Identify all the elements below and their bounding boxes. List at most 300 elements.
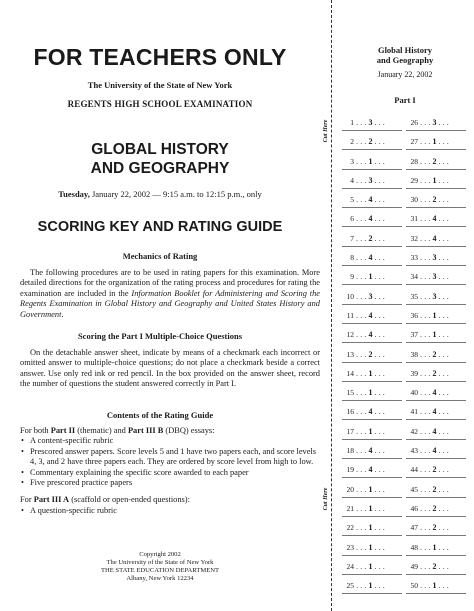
leader-dots: . . . <box>436 484 449 494</box>
answer-row <box>406 388 466 407</box>
subject-title <box>0 140 320 178</box>
bullet-icon: • <box>21 446 24 456</box>
answer-rule-line <box>406 149 466 150</box>
leader-dots: . . . <box>372 503 385 513</box>
correct-answer: 1 <box>368 368 373 378</box>
answer-row <box>342 214 402 233</box>
answer-row <box>406 214 466 233</box>
answer-rule-line <box>342 555 402 556</box>
answer-rule-line <box>342 516 402 517</box>
answer-row <box>342 137 402 156</box>
answer-rule-line <box>406 400 466 401</box>
question-number: 12 <box>346 330 354 340</box>
leader-dots: . . . <box>372 233 385 243</box>
answer-row <box>406 292 466 311</box>
answer-row <box>342 465 402 484</box>
question-number: 11 <box>346 310 354 320</box>
correct-answer: 4 <box>368 407 373 417</box>
correct-answer: 1 <box>368 503 373 513</box>
question-number: 42 <box>410 426 418 436</box>
leader-dots: . . . <box>418 118 433 127</box>
correct-answer: 2 <box>368 137 373 147</box>
answer-row <box>342 311 402 330</box>
leader-dots: . . . <box>418 349 433 359</box>
mechanics-heading: Mechanics of Rating <box>122 251 198 261</box>
correct-answer: 2 <box>432 349 437 359</box>
answer-rule-line <box>342 477 402 478</box>
question-number: 33 <box>410 253 418 263</box>
leader-dots: . . . <box>436 291 449 301</box>
question-number: 28 <box>410 156 418 166</box>
contents-items <box>20 436 320 488</box>
list-item <box>21 467 320 478</box>
answer-row <box>406 504 466 523</box>
answer-row <box>342 581 402 600</box>
leader-dots: . . . <box>436 368 449 378</box>
leader-dots: . . . <box>354 175 369 185</box>
leader-dots: . . . <box>354 465 369 475</box>
list-item <box>21 446 320 468</box>
answer-rule-line <box>406 284 466 285</box>
leader-dots: . . . <box>436 503 449 513</box>
answer-row <box>342 562 402 581</box>
answer-row <box>342 157 402 176</box>
answer-row <box>406 176 466 195</box>
leader-dots: . . . <box>436 349 449 359</box>
leader-dots: . . . <box>372 195 385 205</box>
bullet-icon: • <box>21 478 24 488</box>
leader-dots: . . . <box>436 465 449 475</box>
question-number: 22 <box>346 523 354 533</box>
question-number: 13 <box>346 349 354 359</box>
leader-dots: . . . <box>418 253 433 263</box>
contents-list <box>20 426 320 516</box>
leader-dots: . . . <box>354 368 369 378</box>
answer-row <box>342 253 402 272</box>
question-number: 38 <box>410 349 418 359</box>
leader-dots: . . . <box>418 407 433 417</box>
answer-row <box>342 292 402 311</box>
subject-line-2: AND GEOGRAPHY <box>90 160 230 177</box>
correct-answer: 1 <box>432 175 437 185</box>
answer-rule-line <box>406 439 466 440</box>
answer-row <box>406 581 466 600</box>
leader-dots: . . . <box>418 484 433 494</box>
answer-rule-line <box>406 497 466 498</box>
correct-answer: 1 <box>368 156 373 166</box>
leader-dots: . . . <box>436 581 449 591</box>
question-number: 46 <box>410 503 418 513</box>
correct-answer: 1 <box>432 581 437 591</box>
for-teachers-title: FOR TEACHERS ONLY <box>33 44 287 70</box>
leader-dots: . . . <box>354 388 369 398</box>
leader-dots: . . . <box>354 542 369 552</box>
correct-answer: 3 <box>368 118 373 127</box>
copyright-block <box>0 551 320 583</box>
leader-dots: . . . <box>354 233 369 243</box>
leader-dots: . . . <box>418 523 433 533</box>
leader-dots: . . . <box>372 368 385 378</box>
correct-answer: 4 <box>432 446 437 456</box>
answer-rule-line <box>406 304 466 305</box>
list-item <box>21 505 320 516</box>
leader-dots: . . . <box>372 426 385 436</box>
question-number: 34 <box>410 272 418 282</box>
leader-dots: . . . <box>418 446 433 456</box>
guide-title: SCORING KEY AND RATING GUIDE <box>37 219 283 235</box>
leader-dots: . . . <box>436 407 449 417</box>
answer-rule-line <box>406 574 466 575</box>
question-number: 24 <box>346 561 354 571</box>
correct-answer: 1 <box>368 426 373 436</box>
bullet-icon: • <box>21 467 24 477</box>
leader-dots: . . . <box>372 330 385 340</box>
leader-dots: . . . <box>354 349 369 359</box>
question-number: 23 <box>346 542 354 552</box>
part1-scoring-paragraph: On the detachable answer sheet, indicate by means of a checkmark each incorrect or omitted answer to multiple-choice questions; do not place a checkmark beside a correct answer. Use only red ink or red pencil. In the box provided on the answer sheet, record the number of questions the student answered correctly in Part I. <box>20 348 320 389</box>
correct-answer: 4 <box>432 233 437 243</box>
question-number: 37 <box>410 330 418 340</box>
correct-answer: 2 <box>432 195 437 205</box>
mechanics-booklet-title: Information Booklet for Administering and Scoring the Regents Examination in Global History and Geography and United States History and Government <box>20 288 320 319</box>
cut-here-label-top: Cut Here <box>323 119 329 143</box>
answer-rule-line <box>342 226 402 227</box>
answer-row <box>342 234 402 253</box>
question-number: 17 <box>346 426 354 436</box>
correct-answer: 4 <box>368 310 373 320</box>
question-number: 2 <box>350 137 354 147</box>
leader-dots: . . . <box>354 523 369 533</box>
answer-row <box>342 350 402 369</box>
correct-answer: 3 <box>368 175 373 185</box>
answer-rule-line <box>406 362 466 363</box>
answer-rule-line <box>406 381 466 382</box>
list-item-text: A content-specific rubric <box>30 436 114 446</box>
leader-dots: . . . <box>354 484 369 494</box>
answer-rule-line <box>342 284 402 285</box>
answer-row <box>406 523 466 542</box>
answer-rule-line <box>406 593 466 594</box>
question-number: 25 <box>346 581 354 591</box>
leader-dots: . . . <box>436 561 449 571</box>
correct-answer: 1 <box>368 388 373 398</box>
leader-dots: . . . <box>372 465 385 475</box>
leader-dots: . . . <box>372 156 385 166</box>
leader-dots: . . . <box>418 330 433 340</box>
bullet-icon: • <box>21 436 24 446</box>
part3a-label: Part III A <box>33 495 70 505</box>
answer-row <box>406 485 466 504</box>
answer-row <box>406 137 466 156</box>
list-item-text: Commentary explaining the specific score awarded to each paper <box>30 467 249 477</box>
leader-dots: . . . <box>354 407 369 417</box>
question-number: 27 <box>410 137 418 147</box>
mechanics-paragraph <box>20 268 320 320</box>
leader-dots: . . . <box>418 310 433 320</box>
correct-answer: 3 <box>432 291 437 301</box>
answer-row <box>406 330 466 349</box>
answer-rule-line <box>342 323 402 324</box>
question-number: 45 <box>410 484 418 494</box>
exam-name: REGENTS HIGH SCHOOL EXAMINATION <box>67 99 253 109</box>
answer-row <box>406 427 466 446</box>
leader-dots: . . . <box>372 253 385 263</box>
exam-date <box>0 189 320 199</box>
answer-key-strip <box>336 0 474 611</box>
answer-row <box>342 427 402 446</box>
leader-dots: . . . <box>354 503 369 513</box>
leader-dots: . . . <box>436 542 449 552</box>
answer-rule-line <box>342 169 402 170</box>
answer-rule-line <box>342 130 402 131</box>
bullet-icon: • <box>21 505 24 515</box>
leader-dots: . . . <box>436 272 449 282</box>
answer-row <box>406 118 466 137</box>
answer-rule-line <box>406 477 466 478</box>
correct-answer: 1 <box>432 542 437 552</box>
leader-dots: . . . <box>418 137 433 147</box>
leader-dots: . . . <box>354 446 369 456</box>
copyright-line: The University of the State of New York <box>106 558 214 566</box>
leader-dots: . . . <box>418 581 433 591</box>
side-title-line-2: and Geography <box>376 55 434 65</box>
answer-row <box>406 272 466 291</box>
answer-row <box>406 446 466 465</box>
leader-dots: . . . <box>418 214 433 224</box>
contents-intro <box>20 426 320 436</box>
answer-rule-line <box>406 188 466 189</box>
correct-answer: 4 <box>432 214 437 224</box>
leader-dots: . . . <box>372 388 385 398</box>
leader-dots: . . . <box>372 272 385 282</box>
question-number: 40 <box>410 388 418 398</box>
part3a-intro-a: For <box>20 495 34 505</box>
answer-column-right <box>406 118 466 600</box>
contents-part3a-intro <box>20 495 320 505</box>
answer-rule-line <box>406 246 466 247</box>
answer-rule-line <box>406 555 466 556</box>
correct-answer: 4 <box>432 407 437 417</box>
mechanics-text-end: . <box>61 309 64 319</box>
leader-dots: . . . <box>418 542 433 552</box>
leader-dots: . . . <box>436 253 449 263</box>
answer-rule-line <box>406 419 466 420</box>
correct-answer: 3 <box>432 253 437 263</box>
answer-row <box>406 157 466 176</box>
copyright-line: Albany, New York 12234 <box>126 574 194 582</box>
leader-dots: . . . <box>418 503 433 513</box>
leader-dots: . . . <box>436 523 449 533</box>
part3a-intro-b: (scaffold or open-ended questions): <box>69 495 190 505</box>
part1-scoring-heading: Scoring the Part I Multiple-Choice Questions <box>77 331 243 341</box>
leader-dots: . . . <box>372 291 385 301</box>
leader-dots: . . . <box>436 137 449 147</box>
leader-dots: . . . <box>418 195 433 205</box>
leader-dots: . . . <box>436 426 449 436</box>
correct-answer: 4 <box>368 465 373 475</box>
answer-row <box>406 195 466 214</box>
list-item-text: Prescored answer papers. Score levels 5 and 1 have two papers each, and score levels 4, 3, and 2 have three papers each. They are ordered by score level from high to low. <box>30 446 317 467</box>
exam-date-rest: January 22, 2002 — 9:15 a.m. to 12:15 p.m., only <box>89 189 262 199</box>
correct-answer: 4 <box>368 195 373 205</box>
contents-intro-b: (thematic) and <box>75 426 128 435</box>
question-number: 47 <box>410 523 418 533</box>
mechanics-text: The following procedures are to be used in rating papers for this examination. More detailed directions for the organization of the rating process and procedures for rating the examination are included in the <box>20 268 320 298</box>
answer-row <box>406 543 466 562</box>
question-number: 10 <box>346 291 354 301</box>
answer-rule-line <box>342 400 402 401</box>
question-number: 3 <box>350 156 354 166</box>
answer-rule-line <box>406 265 466 266</box>
leader-dots: . . . <box>354 561 369 571</box>
correct-answer: 2 <box>432 561 437 571</box>
answer-row <box>342 176 402 195</box>
answer-rule-line <box>406 342 466 343</box>
leader-dots: . . . <box>436 388 449 398</box>
question-number: 43 <box>410 446 418 456</box>
question-number: 36 <box>410 310 418 320</box>
correct-answer: 4 <box>368 330 373 340</box>
answer-rule-line <box>342 149 402 150</box>
answer-rule-line <box>406 130 466 131</box>
leader-dots: . . . <box>418 291 433 301</box>
leader-dots: . . . <box>418 272 433 282</box>
exam-date-day: Tuesday, <box>58 189 90 199</box>
correct-answer: 1 <box>368 484 373 494</box>
list-item-text: Five prescored practice papers <box>30 478 133 488</box>
question-number: 20 <box>346 484 354 494</box>
question-number: 48 <box>410 542 418 552</box>
leader-dots: . . . <box>418 175 433 185</box>
side-title-line-1: Global History <box>377 45 433 55</box>
leader-dots: . . . <box>354 330 369 340</box>
answer-rule-line <box>406 516 466 517</box>
question-number: 15 <box>346 388 354 398</box>
leader-dots: . . . <box>418 388 433 398</box>
question-number: 32 <box>410 233 418 243</box>
leader-dots: . . . <box>354 118 369 127</box>
answer-rule-line <box>342 497 402 498</box>
leader-dots: . . . <box>372 118 385 127</box>
question-number: 35 <box>410 291 418 301</box>
correct-answer: 4 <box>432 426 437 436</box>
answer-row <box>406 562 466 581</box>
correct-answer: 1 <box>432 137 437 147</box>
answer-row <box>342 195 402 214</box>
question-number: 14 <box>346 368 354 378</box>
leader-dots: . . . <box>436 118 449 127</box>
leader-dots: . . . <box>354 426 369 436</box>
correct-answer: 1 <box>368 561 373 571</box>
question-number: 26 <box>410 118 418 127</box>
answer-rule-line <box>342 419 402 420</box>
contents-intro-a: For both <box>20 426 51 435</box>
question-number: 18 <box>346 446 354 456</box>
side-title <box>336 45 474 65</box>
contents-part2: Part II <box>50 426 76 435</box>
correct-answer: 1 <box>368 272 373 282</box>
answer-row <box>406 407 466 426</box>
answer-rule-line <box>406 169 466 170</box>
correct-answer: 3 <box>368 291 373 301</box>
question-number: 1 <box>350 118 354 127</box>
correct-answer: 1 <box>432 330 437 340</box>
answer-rule-line <box>406 458 466 459</box>
leader-dots: . . . <box>372 137 385 147</box>
answer-column-left <box>342 118 402 600</box>
side-part-label: Part I <box>394 95 416 105</box>
answer-rule-line <box>342 362 402 363</box>
leader-dots: . . . <box>418 156 433 166</box>
answer-rule-line <box>342 342 402 343</box>
question-number: 41 <box>410 407 418 417</box>
university-name: The University of the State of New York <box>87 80 233 90</box>
leader-dots: . . . <box>354 214 369 224</box>
leader-dots: . . . <box>436 156 449 166</box>
leader-dots: . . . <box>354 581 369 591</box>
answer-row <box>342 330 402 349</box>
answer-row <box>342 485 402 504</box>
question-number: 6 <box>350 214 354 224</box>
answer-rule-line <box>342 535 402 536</box>
question-number: 29 <box>410 175 418 185</box>
question-number: 44 <box>410 465 418 475</box>
leader-dots: . . . <box>354 310 369 320</box>
side-date: January 22, 2002 <box>377 70 433 79</box>
cut-here-label-bottom: Cut Here <box>323 487 329 511</box>
leader-dots: . . . <box>372 523 385 533</box>
leader-dots: . . . <box>372 484 385 494</box>
list-item-text: A question-specific rubric <box>30 505 117 515</box>
answer-row <box>342 272 402 291</box>
correct-answer: 4 <box>368 446 373 456</box>
list-item <box>21 478 320 488</box>
leader-dots: . . . <box>354 291 369 301</box>
answer-row <box>406 311 466 330</box>
answer-rule-line <box>342 207 402 208</box>
answer-rule-line <box>406 226 466 227</box>
question-number: 19 <box>346 465 354 475</box>
question-number: 50 <box>410 581 418 591</box>
correct-answer: 2 <box>368 349 373 359</box>
correct-answer: 1 <box>368 581 373 591</box>
leader-dots: . . . <box>418 561 433 571</box>
leader-dots: . . . <box>372 310 385 320</box>
correct-answer: 3 <box>432 272 437 282</box>
question-number: 16 <box>346 407 354 417</box>
leader-dots: . . . <box>372 581 385 591</box>
answer-rule-line <box>406 535 466 536</box>
copyright-line: THE STATE EDUCATION DEPARTMENT <box>100 566 220 574</box>
leader-dots: . . . <box>436 195 449 205</box>
question-number: 49 <box>410 561 418 571</box>
contents-intro-c: (DBQ) essays: <box>163 426 215 435</box>
leader-dots: . . . <box>372 446 385 456</box>
correct-answer: 2 <box>432 156 437 166</box>
answer-rule-line <box>342 381 402 382</box>
answer-row <box>406 350 466 369</box>
correct-answer: 3 <box>432 118 437 127</box>
answer-rule-line <box>342 188 402 189</box>
leader-dots: . . . <box>418 368 433 378</box>
answer-row <box>406 234 466 253</box>
leader-dots: . . . <box>354 253 369 263</box>
question-number: 7 <box>350 233 354 243</box>
question-number: 9 <box>350 272 354 282</box>
answer-row <box>342 446 402 465</box>
answer-row <box>342 407 402 426</box>
cut-line <box>331 0 332 611</box>
